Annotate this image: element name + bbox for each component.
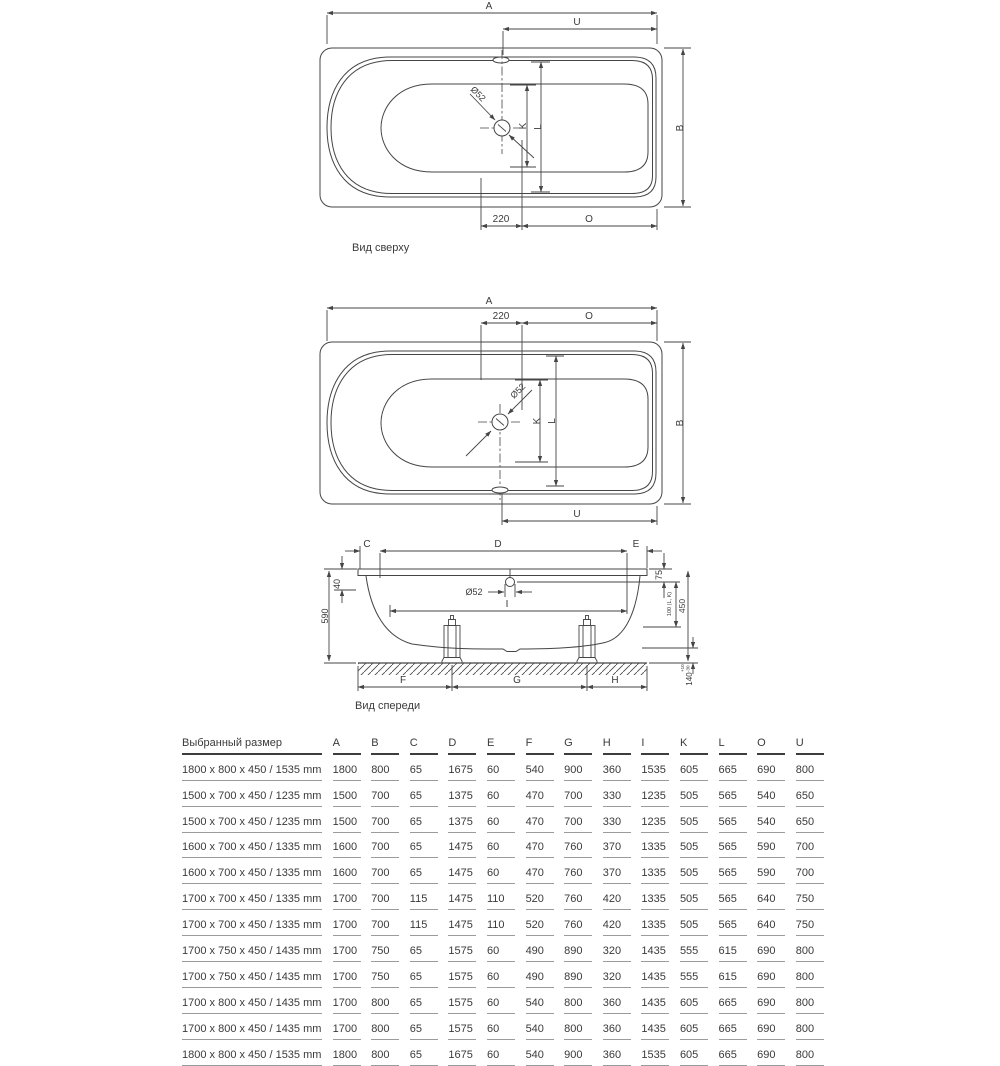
- table-cell: 360: [603, 1014, 631, 1040]
- table-cell: 1335: [641, 884, 669, 910]
- table-cell: 60: [487, 988, 515, 1014]
- dim-100-label: 100 (L, K): [667, 591, 673, 617]
- table-cell: 1475: [448, 858, 476, 884]
- table-column-header: A: [333, 728, 361, 755]
- table-cell: 565: [719, 807, 747, 833]
- dim-c-label: C: [363, 539, 371, 550]
- table-cell: 760: [564, 833, 592, 859]
- table-cell: 650: [796, 807, 824, 833]
- table-cell: 1435: [641, 936, 669, 962]
- row-size-label: 1800 x 800 x 450 / 1535 mm: [182, 1040, 322, 1066]
- table-cell: 565: [719, 781, 747, 807]
- drain-diameter-label: Ø52: [508, 381, 528, 401]
- dim-d-label: D: [494, 539, 502, 550]
- table-cell: 370: [603, 858, 631, 884]
- table-cell: 605: [680, 988, 708, 1014]
- table-cell: 555: [680, 962, 708, 988]
- table-cell: 505: [680, 781, 708, 807]
- table-column-header: B: [371, 728, 399, 755]
- table-cell: 700: [564, 807, 592, 833]
- table-cell: 590: [757, 833, 785, 859]
- table-cell: 320: [603, 962, 631, 988]
- table-cell: 470: [526, 781, 554, 807]
- overflow-icon: [492, 487, 508, 493]
- table-cell: 690: [757, 755, 785, 781]
- table-cell: 1375: [448, 807, 476, 833]
- table-cell: 65: [410, 807, 438, 833]
- table-cell: 1475: [448, 884, 476, 910]
- table-cell: 565: [719, 910, 747, 936]
- table-cell: 520: [526, 910, 554, 936]
- table-cell: 640: [757, 910, 785, 936]
- table-cell: 1500: [333, 807, 361, 833]
- table-cell: 700: [371, 910, 399, 936]
- table-cell: 1435: [641, 962, 669, 988]
- tub-profile: [366, 576, 640, 652]
- table-cell: 1375: [448, 781, 476, 807]
- table-cell: 505: [680, 884, 708, 910]
- overflow-icon: [493, 57, 509, 63]
- table-cell: 115: [410, 884, 438, 910]
- dim-o-label: O: [585, 214, 593, 225]
- tub-outline: [320, 342, 662, 504]
- dim-u-label: U: [573, 17, 581, 28]
- table-row: [182, 936, 824, 962]
- table-cell: 110: [487, 910, 515, 936]
- dim-g-label: G: [513, 675, 521, 686]
- table-cell: 1700: [333, 1014, 361, 1040]
- drain-diameter-label: Ø52: [468, 84, 488, 104]
- table-cell: 1575: [448, 988, 476, 1014]
- table-cell: 900: [564, 1040, 592, 1066]
- table-cell: 60: [487, 833, 515, 859]
- table-cell: 540: [526, 1014, 554, 1040]
- table-column-header: O: [757, 728, 785, 755]
- table-cell: 540: [526, 988, 554, 1014]
- dim-450-label: 450: [677, 598, 687, 614]
- table-cell: 565: [719, 884, 747, 910]
- dim-l-label: L: [533, 124, 544, 130]
- top-view-drawing: [300, 0, 700, 270]
- table-cell: 505: [680, 807, 708, 833]
- table-row: [182, 988, 824, 1014]
- dim-l-label: L: [547, 418, 558, 424]
- dim-b-label: B: [675, 124, 686, 132]
- table-cell: 700: [371, 858, 399, 884]
- table-cell: 800: [796, 936, 824, 962]
- table-cell: 700: [796, 833, 824, 859]
- table-cell: 1475: [448, 833, 476, 859]
- table-cell: 890: [564, 936, 592, 962]
- table-cell: 760: [564, 910, 592, 936]
- dim-k-label: K: [518, 122, 529, 130]
- table-cell: 60: [487, 858, 515, 884]
- dim-h-label: H: [611, 675, 619, 686]
- table-cell: 1675: [448, 1040, 476, 1066]
- table-column-header: U: [796, 728, 824, 755]
- table-cell: 665: [719, 755, 747, 781]
- table-cell: 540: [526, 1040, 554, 1066]
- table-column-header: C: [410, 728, 438, 755]
- table-cell: 420: [603, 910, 631, 936]
- table-row-header: Выбранный размер: [182, 728, 322, 755]
- table-cell: 360: [603, 755, 631, 781]
- table-cell: 800: [796, 988, 824, 1014]
- table-row: [182, 755, 824, 781]
- table-body: [182, 755, 824, 1066]
- table-cell: 1335: [641, 833, 669, 859]
- tub-outline: [320, 48, 662, 207]
- table-cell: 505: [680, 910, 708, 936]
- table-header-row: [182, 728, 824, 755]
- table-cell: 800: [796, 755, 824, 781]
- row-size-label: 1700 x 750 x 450 / 1435 mm: [182, 936, 322, 962]
- table-cell: 65: [410, 781, 438, 807]
- dim-u-label: U: [573, 509, 581, 520]
- dim-a-label: A: [485, 1, 493, 12]
- table-row: [182, 807, 824, 833]
- table-cell: 760: [564, 858, 592, 884]
- top-view-mirrored-drawing: [300, 295, 700, 540]
- table-row: [182, 833, 824, 859]
- table-cell: 330: [603, 781, 631, 807]
- row-size-label: 1700 x 700 x 450 / 1335 mm: [182, 910, 322, 936]
- table-cell: 1600: [333, 858, 361, 884]
- table-row: [182, 1014, 824, 1040]
- table-cell: 590: [757, 858, 785, 884]
- table-row: [182, 1040, 824, 1066]
- table-cell: 615: [719, 962, 747, 988]
- table-column-header: L: [719, 728, 747, 755]
- table-cell: 1700: [333, 988, 361, 1014]
- table-cell: 800: [796, 1014, 824, 1040]
- table-cell: 750: [371, 936, 399, 962]
- dimensions-table: [182, 728, 824, 1066]
- table-cell: 115: [410, 910, 438, 936]
- front-view-drawing: [300, 540, 700, 720]
- table-cell: 65: [410, 833, 438, 859]
- dim-i-label: I: [505, 599, 509, 610]
- table-cell: 800: [564, 1014, 592, 1040]
- table-cell: 1435: [641, 1014, 669, 1040]
- table-column-header: F: [526, 728, 554, 755]
- table-cell: 750: [796, 910, 824, 936]
- table-cell: 605: [680, 1014, 708, 1040]
- table-cell: 360: [603, 988, 631, 1014]
- table-column-header: I: [641, 728, 669, 755]
- table-cell: 420: [603, 884, 631, 910]
- table-cell: 540: [526, 755, 554, 781]
- table-cell: 690: [757, 962, 785, 988]
- table-cell: 800: [371, 1014, 399, 1040]
- table-cell: 690: [757, 936, 785, 962]
- table-column-header: H: [603, 728, 631, 755]
- table-cell: 700: [796, 858, 824, 884]
- table-cell: 700: [371, 807, 399, 833]
- dim-b-label: B: [675, 419, 686, 427]
- table-cell: 565: [719, 858, 747, 884]
- table-cell: 800: [371, 755, 399, 781]
- table-cell: 1700: [333, 910, 361, 936]
- table-cell: 1600: [333, 833, 361, 859]
- table-column-header: D: [448, 728, 476, 755]
- table-cell: 605: [680, 755, 708, 781]
- table-cell: 65: [410, 962, 438, 988]
- table-cell: 1700: [333, 936, 361, 962]
- table-cell: 470: [526, 858, 554, 884]
- table-cell: 690: [757, 1014, 785, 1040]
- table-cell: 1700: [333, 962, 361, 988]
- table-cell: 320: [603, 936, 631, 962]
- table-cell: 565: [719, 833, 747, 859]
- table-cell: 800: [371, 988, 399, 1014]
- table-cell: 690: [757, 1040, 785, 1066]
- row-size-label: 1600 x 700 x 450 / 1335 mm: [182, 833, 322, 859]
- drain-icon: [492, 414, 508, 430]
- table-cell: 370: [603, 833, 631, 859]
- table-cell: 60: [487, 1040, 515, 1066]
- table-cell: 330: [603, 807, 631, 833]
- table-cell: 470: [526, 807, 554, 833]
- top-view-caption: Вид сверху: [352, 242, 410, 254]
- table-column-header: E: [487, 728, 515, 755]
- table-cell: 1535: [641, 1040, 669, 1066]
- table-row: [182, 884, 824, 910]
- table-cell: 1675: [448, 755, 476, 781]
- table-cell: 650: [796, 781, 824, 807]
- table-cell: 490: [526, 936, 554, 962]
- row-size-label: 1600 x 700 x 450 / 1335 mm: [182, 858, 322, 884]
- dim-220-label: 220: [492, 311, 510, 322]
- overflow-icon: [506, 578, 515, 587]
- table-cell: 1800: [333, 1040, 361, 1066]
- front-view-caption: Вид спереди: [355, 700, 421, 712]
- dim-f-label: F: [399, 675, 407, 686]
- table-cell: 665: [719, 1040, 747, 1066]
- dim-e-label: E: [632, 539, 640, 550]
- row-size-label: 1700 x 800 x 450 / 1435 mm: [182, 1014, 322, 1040]
- table-cell: 900: [564, 755, 592, 781]
- table-cell: 360: [603, 1040, 631, 1066]
- table-cell: 890: [564, 962, 592, 988]
- drain-diameter-label: Ø52: [465, 587, 483, 597]
- table-cell: 110: [487, 884, 515, 910]
- table-cell: 800: [796, 962, 824, 988]
- table-cell: 800: [371, 1040, 399, 1066]
- table-cell: 60: [487, 781, 515, 807]
- dim-140-label: 140: [685, 672, 694, 686]
- table-cell: 505: [680, 858, 708, 884]
- table-row: [182, 910, 824, 936]
- table-cell: 1235: [641, 781, 669, 807]
- table-cell: 60: [487, 962, 515, 988]
- table-cell: 60: [487, 755, 515, 781]
- table-cell: 65: [410, 936, 438, 962]
- dim-140-tol-minus: -30: [685, 665, 691, 672]
- dim-140-tol-plus: +10: [680, 664, 685, 672]
- dim-a-label: A: [485, 296, 493, 307]
- table-cell: 520: [526, 884, 554, 910]
- table-cell: 1335: [641, 858, 669, 884]
- table-cell: 605: [680, 1040, 708, 1066]
- table-cell: 65: [410, 1040, 438, 1066]
- row-size-label: 1800 x 800 x 450 / 1535 mm: [182, 755, 322, 781]
- table-cell: 1335: [641, 910, 669, 936]
- row-size-label: 1500 x 700 x 450 / 1235 mm: [182, 781, 322, 807]
- dim-o-label: O: [585, 311, 593, 322]
- dim-590-label: 590: [320, 608, 330, 624]
- dim-220-label: 220: [492, 214, 510, 225]
- table-cell: 1435: [641, 988, 669, 1014]
- table-cell: 60: [487, 1014, 515, 1040]
- table-cell: 800: [564, 988, 592, 1014]
- drain-icon: [494, 120, 510, 136]
- table-cell: 60: [487, 936, 515, 962]
- tub-rim: [358, 569, 647, 576]
- table-cell: 1500: [333, 781, 361, 807]
- table-cell: 640: [757, 884, 785, 910]
- table-cell: 65: [410, 988, 438, 1014]
- table-cell: 750: [371, 962, 399, 988]
- dim-k-label: K: [532, 417, 543, 425]
- table-cell: 750: [796, 884, 824, 910]
- table-cell: 65: [410, 755, 438, 781]
- table-cell: 555: [680, 936, 708, 962]
- table-cell: 65: [410, 858, 438, 884]
- table-cell: 540: [757, 807, 785, 833]
- row-size-label: 1700 x 750 x 450 / 1435 mm: [182, 962, 322, 988]
- table-cell: 1800: [333, 755, 361, 781]
- table-cell: 1575: [448, 962, 476, 988]
- table-cell: 665: [719, 988, 747, 1014]
- row-size-label: 1700 x 700 x 450 / 1335 mm: [182, 884, 322, 910]
- table-cell: 700: [371, 833, 399, 859]
- table-cell: 665: [719, 1014, 747, 1040]
- table-row: [182, 781, 824, 807]
- table-cell: 1575: [448, 936, 476, 962]
- table-row: [182, 858, 824, 884]
- table-cell: 690: [757, 988, 785, 1014]
- table-cell: 700: [371, 781, 399, 807]
- dim-40-label: 40: [332, 578, 342, 590]
- table-row: [182, 962, 824, 988]
- dim-75-label: 75: [654, 569, 664, 581]
- table-cell: 65: [410, 1014, 438, 1040]
- table-cell: 615: [719, 936, 747, 962]
- table-cell: 800: [796, 1040, 824, 1066]
- table-cell: 1575: [448, 1014, 476, 1040]
- table-cell: 60: [487, 807, 515, 833]
- foot-icon: [577, 616, 597, 664]
- table-cell: 1235: [641, 807, 669, 833]
- foot-icon: [442, 616, 462, 664]
- table-column-header: G: [564, 728, 592, 755]
- ground-hatch: [358, 664, 647, 676]
- table-cell: 1700: [333, 884, 361, 910]
- table-column-header: K: [680, 728, 708, 755]
- table-cell: 1535: [641, 755, 669, 781]
- row-size-label: 1700 x 800 x 450 / 1435 mm: [182, 988, 322, 1014]
- table-cell: 1475: [448, 910, 476, 936]
- table-cell: 540: [757, 781, 785, 807]
- table-cell: 760: [564, 884, 592, 910]
- table-cell: 490: [526, 962, 554, 988]
- table-cell: 505: [680, 833, 708, 859]
- table-cell: 700: [564, 781, 592, 807]
- row-size-label: 1500 x 700 x 450 / 1235 mm: [182, 807, 322, 833]
- table-cell: 470: [526, 833, 554, 859]
- table-cell: 700: [371, 884, 399, 910]
